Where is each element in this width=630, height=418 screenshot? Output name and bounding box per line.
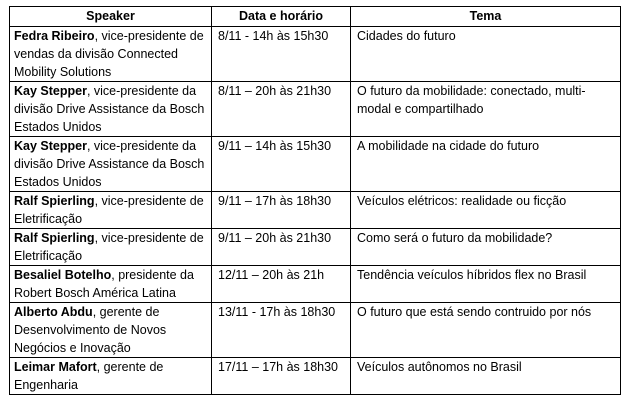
date-cell: 8/11 - 14h às 15h30	[212, 27, 351, 82]
speaker-name: Fedra Ribeiro	[14, 29, 95, 43]
speaker-cell	[10, 82, 212, 137]
date-cell: 9/11 – 17h às 18h30	[212, 192, 351, 229]
topic-cell: A mobilidade na cidade do futuro	[351, 137, 621, 192]
speaker-role: , vice-presidente de Eletrificação	[14, 194, 204, 226]
speaker-cell	[10, 27, 212, 82]
speaker-role: , vice-presidente da divisão Drive Assistance da Bosch Estados Unidos	[14, 84, 205, 134]
speaker-name: Ralf Spierling	[14, 231, 95, 245]
speaker-cell	[10, 358, 212, 395]
speaker-name: Kay Stepper	[14, 84, 87, 98]
column-header-date: Data e horário	[212, 7, 351, 27]
speaker-role: , vice-presidente de vendas da divisão Connected Mobility Solutions	[14, 29, 204, 79]
speaker-name: Alberto Abdu	[14, 305, 93, 319]
date-cell: 9/11 – 14h às 15h30	[212, 137, 351, 192]
speaker-role: , gerente de Engenharia	[14, 360, 164, 392]
topic-cell: O futuro da mobilidade: conectado, multi-modal e compartilhado	[351, 82, 621, 137]
table-row	[10, 82, 621, 137]
speaker-name: Kay Stepper	[14, 139, 87, 153]
speaker-cell	[10, 192, 212, 229]
speaker-name: Besaliel Botelho	[14, 268, 112, 282]
speaker-name: Ralf Spierling	[14, 194, 95, 208]
date-cell: 8/11 – 20h às 21h30	[212, 82, 351, 137]
table-row	[10, 27, 621, 82]
speaker-cell	[10, 229, 212, 266]
topic-cell: Veículos elétricos: realidade ou ficção	[351, 192, 621, 229]
table-row	[10, 229, 621, 266]
table-row	[10, 303, 621, 358]
date-cell: 13/11 - 17h às 18h30	[212, 303, 351, 358]
topic-cell: Como será o futuro da mobilidade?	[351, 229, 621, 266]
speaker-role: , presidente da Robert Bosch América Latina	[14, 268, 194, 300]
speaker-cell	[10, 303, 212, 358]
topic-cell: O futuro que está sendo contruido por nós	[351, 303, 621, 358]
table-row	[10, 192, 621, 229]
speaker-role: , vice-presidente de Eletrificação	[14, 231, 204, 263]
speaker-role: , gerente de Desenvolvimento de Novos Negócios e Inovação	[14, 305, 167, 355]
date-cell: 9/11 – 20h às 21h30	[212, 229, 351, 266]
speaker-cell	[10, 137, 212, 192]
speaker-role: , vice-presidente da divisão Drive Assistance da Bosch Estados Unidos	[14, 139, 205, 189]
topic-cell: Cidades do futuro	[351, 27, 621, 82]
schedule-table	[9, 6, 621, 395]
table-row	[10, 137, 621, 192]
column-header-topic: Tema	[351, 7, 621, 27]
topic-cell: Tendência veículos híbridos flex no Brasil	[351, 266, 621, 303]
speaker-name: Leimar Mafort	[14, 360, 97, 374]
table-row	[10, 358, 621, 395]
topic-cell: Veículos autônomos no Brasil	[351, 358, 621, 395]
column-header-speaker: Speaker	[10, 7, 212, 27]
date-cell: 12/11 – 20h às 21h	[212, 266, 351, 303]
speaker-cell	[10, 266, 212, 303]
table-header-row	[10, 7, 621, 27]
table-row	[10, 266, 621, 303]
date-cell: 17/11 – 17h às 18h30	[212, 358, 351, 395]
schedule-table-container	[9, 6, 620, 395]
